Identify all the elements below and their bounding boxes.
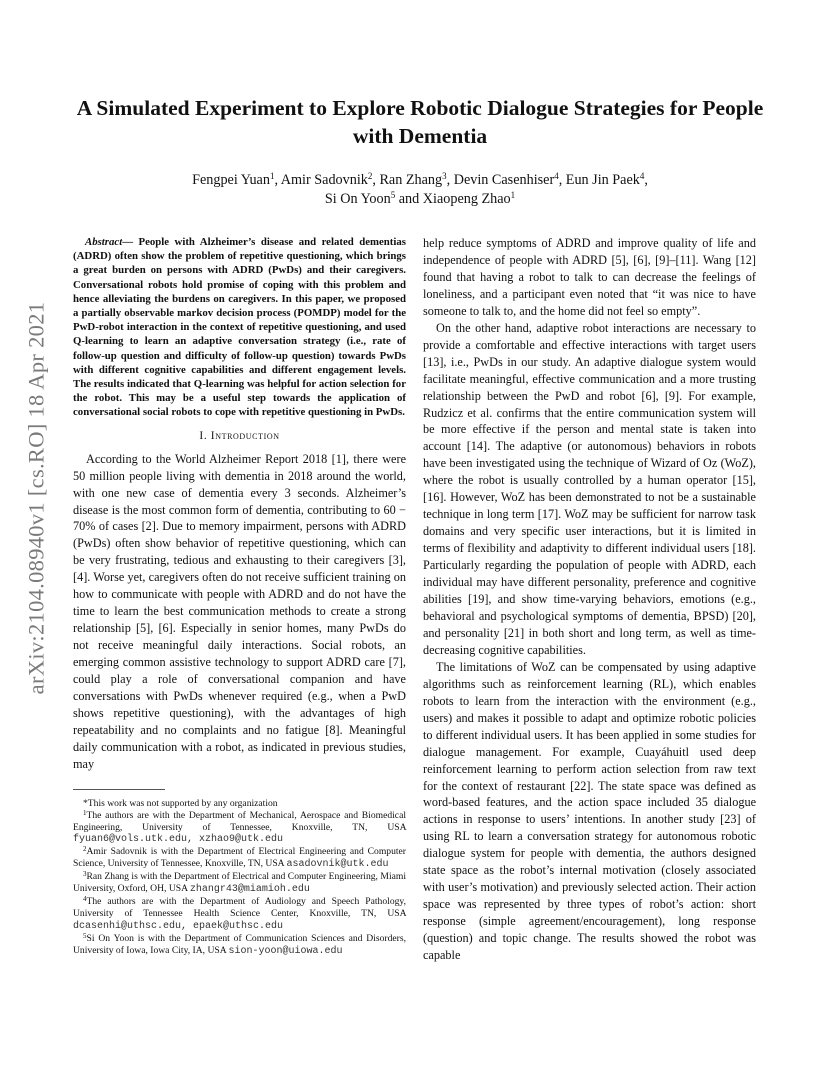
footnote-mark: 5	[83, 931, 87, 940]
author-line-1: Fengpei Yuan$^1$, Amir Sadovnik$^2$, Ran Zhang$^3$, Devin Casenhiser$^4$, Eun Jin Paek$^4$,	[192, 171, 648, 188]
author-name: Si On Yoon	[324, 191, 391, 207]
footnote-mark: 1	[83, 808, 87, 817]
footnote-2	[73, 846, 406, 871]
author-affiliation-mark: 4	[639, 171, 645, 181]
footnote-mark: 4	[83, 895, 87, 903]
author-conjunction: and	[398, 191, 420, 207]
footnote-email: zhangr43@miamioh.edu	[189, 884, 310, 896]
section-heading-introduction	[73, 429, 406, 443]
author-name: Eun Jin Paek	[565, 172, 640, 188]
author-list	[70, 171, 770, 209]
intro-paragraph-3: The limitations of WoZ can be compensated by using adaptive algorithms such as reinforcement learning (RL), which enables robots to learn from the interaction with the environment (e.g., users) and makes it possible to adapt and optimize robotic policies to different individual users. It has been applied in some studies for dialogue management. For example, Cuayáhuitl used deep reinforcement learning to perform action selection from raw text for the context of restaurant [22]. The state space was defined as word-based features, and the action space included 35 dialogue actions in response to users’ intentions. In another study [23] of using RL to learn a conversation strategy for autonomous robotic dialogue system for people with dementia, the authors designed state space as the robot’s internal motivation (closely associated with user’s motivation) and previously selected action. Their action space was represented by three types of robot’s action: short response (simple agreement/encouragement), long response (question) and topic change. The results showed the robot was capable	[423, 659, 756, 963]
footnote-funding: *This work was not supported by any organization	[83, 797, 278, 809]
footnote-rule	[73, 789, 406, 958]
abstract-text: People with Alzheimer’s disease and related dementias (ADRD) often show the problem of repetitive questioning, which brings a great burden on persons with ADRD (PwDs) and their caregivers. Conversational robots hold promise of coping with this problem and hence alleviating the burdens on caregivers. In this paper, we proposed a partially observable markov decision process (POMDP) model for the PwD-robot interaction in the context of repetitive questioning, and used Q-learning to learn an adaptive conversation strategy (i.e., rate of follow-up question and difficulty of follow-up question) towards PwDs with different cognitive capabilities and different engagement levels. The results indicated that Q-learning was helpful for action selection for the robot. This may be a useful step towards the application of conversational social robots to cope with repetitive questioning in PwDs.	[73, 236, 407, 419]
intro-paragraph-1: According to the World Alzheimer Report 2018 [1], there were 50 million people living with dementia in 2018 around the world, with one new case of dementia every 3 seconds. Alzheimer’s disease is the most common form of dementia, contributing to 60 − 70% of cases [2]. Due to memory impairment, persons with ADRD (PwDs) often show behavior of repetitive questioning, which can be very frustrating, tedious and exhausting to their caregivers [3], [4]. Worse yet, caregivers often do not receive sufficient training on how to communicate with people with ADRD and do not have the time to learn the best communication methods to create a strong relationship [5], [6]. Especially in senior homes, many PwDs do not receive meaningful daily interactions. Social robots, an emerging common assistive technology to support ADRD care [7], could play a role of conversational companion and have conversations with PwDs whenever required (e.g., when a PwD shows repetitive questioning), with the advantages of high repeatability and no complaints and no fatigue [8]. Meaningful daily communication with a robot, as indicated in previous studies, may	[73, 451, 406, 771]
footnote-mark: 3	[83, 870, 87, 879]
footnote-text: The authors are with the Department of Mechanical, Aerospace and Biomedical Engineering, University of Tennessee, Knoxville, TN, USA	[73, 809, 406, 833]
author-name: Devin Casenhiser	[453, 172, 555, 188]
author-name: Amir Sadovnik	[280, 172, 368, 188]
right-column	[423, 235, 756, 964]
footnote-text: The authors are with the Department of Audiology and Speech Pathology, University of Tennessee Health Science Center, Knoxville, TN, USA	[73, 896, 406, 919]
author-affiliation-mark: 1	[510, 190, 516, 200]
footnote-mark: 2	[83, 845, 87, 854]
left-column	[73, 235, 406, 958]
footnote-email: dcasenhi@uthsc.edu, epaek@uthsc.edu	[73, 920, 284, 932]
author-affiliation-mark: 4	[554, 171, 559, 181]
intro-paragraph-2: On the other hand, adaptive robot interactions are necessary to provide a comfortable and effective interactions with target users [13], i.e., PwDs in our study. An adaptive dialogue system would facilitate meaningful, effective communication and a more trusting relationship between the PwD and robot [6], [9]. For example, Rudzicz et al. confirms that the entire communication system will be more effective if the person and mental state is taken into account [14]. The adaptive (or autonomous) behaviors in robots have been investigated using the technique of Wizard of Oz (WoZ), where the robot is usually controlled by a human operator [15], [16]. However, WoZ has been demonstrated to not be a sustainable technique in long term [17]. WoZ may be sufficient for narrow task domains and very specific user interactions, but it is limited in terms of flexibility and adaptivity to different individual users [18]. Particularly regarding the population of people with ADRD, each individual may have different personality, preference and cognitive abilities [19], and show time-varying behaviors, emotions (e.g., behavioral and psychological symptoms of dementia, BPSD) [20], and personality [21] in both short and long term, as well as time-decreasing cognitive capabilities.	[423, 320, 756, 657]
footnote-email: fyuan6@vols.utk.edu, xzhao9@utk.edu	[73, 834, 284, 846]
footnote-4	[73, 896, 406, 933]
author-line-2	[70, 190, 770, 209]
arxiv-identifier-stamp	[20, 288, 52, 708]
footnote-email: sion-yoon@uiowa.edu	[228, 945, 343, 957]
section-heading-text: I. Introduction	[199, 429, 280, 442]
footnote-text: Si On Yoon is with the Department of Communication Sciences and Disorders, University of Iowa, Iowa City, IA, USA	[73, 932, 406, 956]
footnote-1	[73, 810, 406, 847]
abstract: Abstract— People with Alzheimer’s disease and related dementias (ADRD) often show the problem of repetitive questioning, which brings a great burden on persons with ADRD (PwDs) and their caregivers. Conversational robots hold promise of coping with this problem and hence alleviating the burdens on caregivers. In this paper, we proposed a partially observable markov decision process (POMDP) model for the PwD-robot interaction in the context of repetitive questioning, and used Q-learning to learn an adaptive conversation strategy (i.e., rate of follow-up question and difficulty of follow-up question) towards PwDs with different cognitive capabilities and different engagement levels. The results indicated that Q-learning was helpful for action selection for the robot. This may be a useful step towards the application of conversational social robots to cope with repetitive questioning in PwDs.	[73, 236, 407, 419]
footnote-5	[73, 933, 406, 958]
footnote-text: Ran Zhang is with the Department of Electrical and Computer Engineering, Miami University, Oxford, OH, USA	[73, 871, 406, 895]
intro-paragraph-1-continued: help reduce symptoms of ADRD and improve quality of life and independence of people with ADRD [5], [6], [9]–[11]. Wang [12] found that having a robot to talk to can decrease the feelings of loneliness, and a participant even noted that “it was nice to have someone to talk to, and the home did not feel so empty”.	[423, 236, 756, 318]
author-affiliation-mark: 2	[367, 171, 373, 181]
footnote-text: Amir Sadovnik is with the Department of Electrical Engineering and Computer Science, University of Tennessee, Knoxville, TN, USA	[73, 846, 406, 870]
author-name: Fengpei Yuan	[192, 172, 270, 188]
footnote-email: asadovnik@utk.edu	[286, 859, 389, 871]
arxiv-stamp-text: arXiv:2104.08940v1 [cs.RO] 18 Apr 2021	[23, 301, 48, 695]
paper-title: A Simulated Experiment to Explore Robotic Dialogue Strategies for People with Dementia	[76, 96, 764, 148]
abstract-label: Abstract	[85, 236, 123, 248]
footnotes	[73, 790, 406, 958]
author-affiliation-mark: 1	[269, 171, 275, 181]
author-affiliation-mark: 3	[442, 171, 447, 181]
author-affiliation-mark: 5	[390, 190, 396, 200]
author-name: Xiaopeng Zhao	[422, 191, 511, 207]
author-name: Ran Zhang	[379, 172, 443, 188]
footnote-3	[73, 871, 406, 896]
